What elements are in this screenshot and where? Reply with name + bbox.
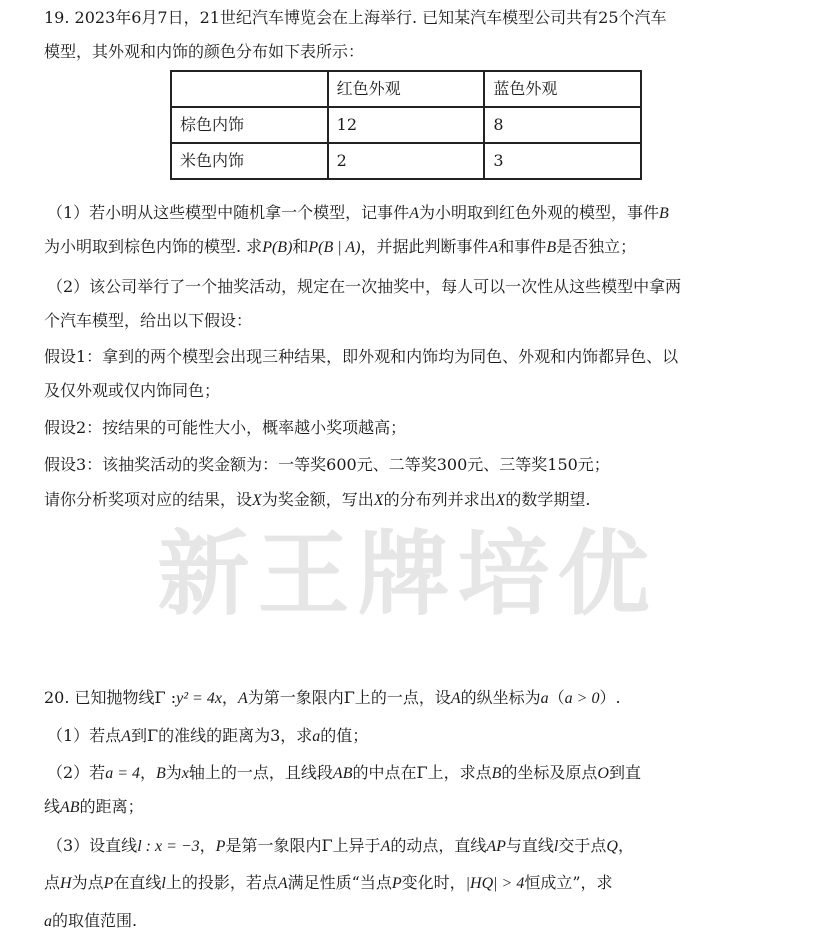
text: 及仅外观或仅内饰同色； (44, 381, 221, 400)
var-l: l (553, 838, 559, 855)
text: 20. 已知抛物线Γ : (44, 688, 177, 707)
hypothesis-1-line-2 (44, 381, 784, 401)
q19-part2-line-1 (47, 277, 787, 297)
prob-PB: P(B) (262, 239, 293, 256)
line-l-equation: l : x = −3 (137, 838, 200, 855)
q20-part3-line-1 (47, 836, 787, 857)
parabola-equation: y² = 4x (176, 690, 222, 707)
text: 上的投影，若点 (165, 873, 278, 892)
var-B: B (156, 765, 166, 782)
text: 个汽车模型，给出以下假设： (44, 311, 253, 330)
text: （ (548, 688, 565, 707)
table-header-red: 红色外观 (328, 71, 485, 107)
segment-AB: AB (60, 799, 80, 816)
q20-part2-line-1 (47, 763, 787, 784)
var-X: X (252, 492, 262, 509)
text: 的分布列并求出 (383, 490, 496, 509)
text: （2）若 (47, 763, 106, 782)
text: 为点 (71, 873, 104, 892)
var-A: A (409, 205, 419, 222)
text: （2）该公司举行了一个抽奖活动，规定在一次抽奖中，每人可以一次性从这些模型中拿两 (47, 277, 682, 296)
text: 的距离； (79, 797, 144, 816)
var-X: X (373, 492, 384, 509)
q20-part1 (47, 726, 787, 747)
text: 假设1：拿到的两个模型会出现三种结果，即外观和内饰均为同色、外观和内饰都异色、以 (44, 347, 679, 366)
text: ，并据此判断事件 (360, 237, 489, 256)
var-l: l (161, 875, 166, 892)
text: ， (139, 763, 156, 782)
text: 为第一象限内Γ上的一点，设 (247, 688, 451, 707)
var-a: a (540, 690, 549, 707)
var-P: P (391, 875, 402, 892)
text: 的坐标及原点 (501, 763, 598, 782)
table-header-row (171, 71, 641, 107)
text: 为小明取到红色外观的模型，事件 (418, 203, 659, 222)
table-cell: 米色内饰 (171, 143, 328, 179)
var-a: a (44, 913, 52, 930)
q19-intro: 19. 2023年6月7日，21世纪汽车博览会在上海举行. 已知某汽车模型公司共有25个汽车 (44, 8, 667, 27)
var-P: P (215, 838, 226, 855)
text: 交于点 (558, 836, 607, 855)
text: 是第一象限内Γ上异于 (225, 836, 381, 855)
var-H: H (60, 875, 72, 892)
text: 请你分析奖项对应的结果，设 (44, 490, 253, 509)
q19-intro-cont: 模型，其外观和内饰的颜色分布如下表所示： (44, 42, 365, 61)
q20-part2-line-2 (44, 797, 784, 818)
inequality-HQ: |HQ| > 4 (465, 875, 525, 892)
watermark: 新王牌培优 (157, 521, 658, 628)
text: 的数学期望. (505, 490, 591, 509)
text: 线 (44, 797, 61, 816)
var-A: A (121, 728, 131, 745)
var-A: A (380, 838, 391, 855)
text: 的取值范围. (52, 911, 138, 930)
q19-part1-line-1 (47, 203, 787, 224)
var-A: A (450, 690, 461, 707)
text: ， (221, 688, 238, 707)
text: （3）设直线 (47, 836, 138, 855)
eq-a-4: a = 4 (105, 765, 140, 782)
q19-line-1 (44, 8, 784, 28)
var-a: a (312, 728, 321, 745)
table-row (171, 143, 641, 179)
hypothesis-1-line-1 (44, 347, 784, 367)
text: 为 (165, 763, 182, 782)
color-distribution-table (170, 70, 642, 180)
text: 的纵坐标为 (460, 688, 541, 707)
line-AP: AP (486, 838, 506, 855)
text: （1）若小明从这些模型中随机拿一个模型，记事件 (47, 203, 410, 222)
var-Q: Q (606, 838, 618, 855)
table-cell: 棕色内饰 (171, 107, 328, 143)
q19-ask (44, 490, 784, 511)
var-B: B (546, 239, 557, 256)
text: 与直线 (505, 836, 554, 855)
table-cell: 2 (328, 143, 485, 179)
segment-AB: AB (332, 765, 353, 782)
table-row (171, 107, 641, 143)
text: 和事件 (498, 237, 547, 256)
text: 轴上的一点，且线段 (188, 763, 333, 782)
var-A: A (488, 239, 499, 256)
text: ， (617, 836, 634, 855)
table-cell: 12 (328, 107, 485, 143)
var-A: A (237, 690, 248, 707)
text: 为奖金额，写出 (261, 490, 374, 509)
hypothesis-2 (44, 418, 784, 438)
var-x: x (181, 765, 189, 782)
text: 是否独立； (556, 237, 637, 256)
q20-part3-line-3 (44, 911, 784, 932)
var-B: B (658, 205, 669, 222)
condition-a-positive: a > 0 (564, 690, 600, 707)
text: 到Γ的准线的距离为3，求 (130, 726, 313, 745)
text: 满足性质“当点 (287, 873, 392, 892)
table-header-blue: 蓝色外观 (484, 71, 641, 107)
var-P: P (103, 875, 114, 892)
text: 假设2：按结果的可能性大小，概率越小奖项越高； (44, 418, 407, 437)
text: ）. (599, 688, 621, 707)
text: 的值； (320, 726, 369, 745)
text: 假设3：该抽奖活动的奖金额为：一等奖600元、二等奖300元、三等奖150元； (44, 455, 610, 474)
q20-part3-line-2 (44, 873, 784, 894)
text: 的动点，直线 (390, 836, 487, 855)
text: 为小明取到棕色内饰的模型. 求 (44, 237, 263, 256)
table-cell: 3 (484, 143, 641, 179)
var-X: X (495, 492, 506, 509)
text: 变化时， (401, 873, 466, 892)
q20-line-1 (44, 688, 784, 709)
text: 和 (292, 237, 309, 256)
hypothesis-3 (44, 455, 784, 475)
text: 恒成立”，求 (524, 873, 613, 892)
var-A: A (277, 875, 288, 892)
table-cell: 8 (484, 107, 641, 143)
text: 在直线 (113, 873, 162, 892)
text: 点 (44, 873, 61, 892)
q19-part1-line-2 (44, 237, 784, 258)
var-B: B (491, 765, 502, 782)
text: （1）若点 (47, 726, 122, 745)
text: 到直 (608, 763, 641, 782)
table-cell (171, 71, 328, 107)
prob-PB-given-A: P(B | A) (308, 239, 361, 256)
q19-part2-line-2 (44, 311, 784, 331)
text: ， (199, 836, 216, 855)
var-O: O (597, 765, 609, 782)
q19-line-2 (44, 42, 784, 62)
text: 的中点在Γ上，求点 (352, 763, 492, 782)
